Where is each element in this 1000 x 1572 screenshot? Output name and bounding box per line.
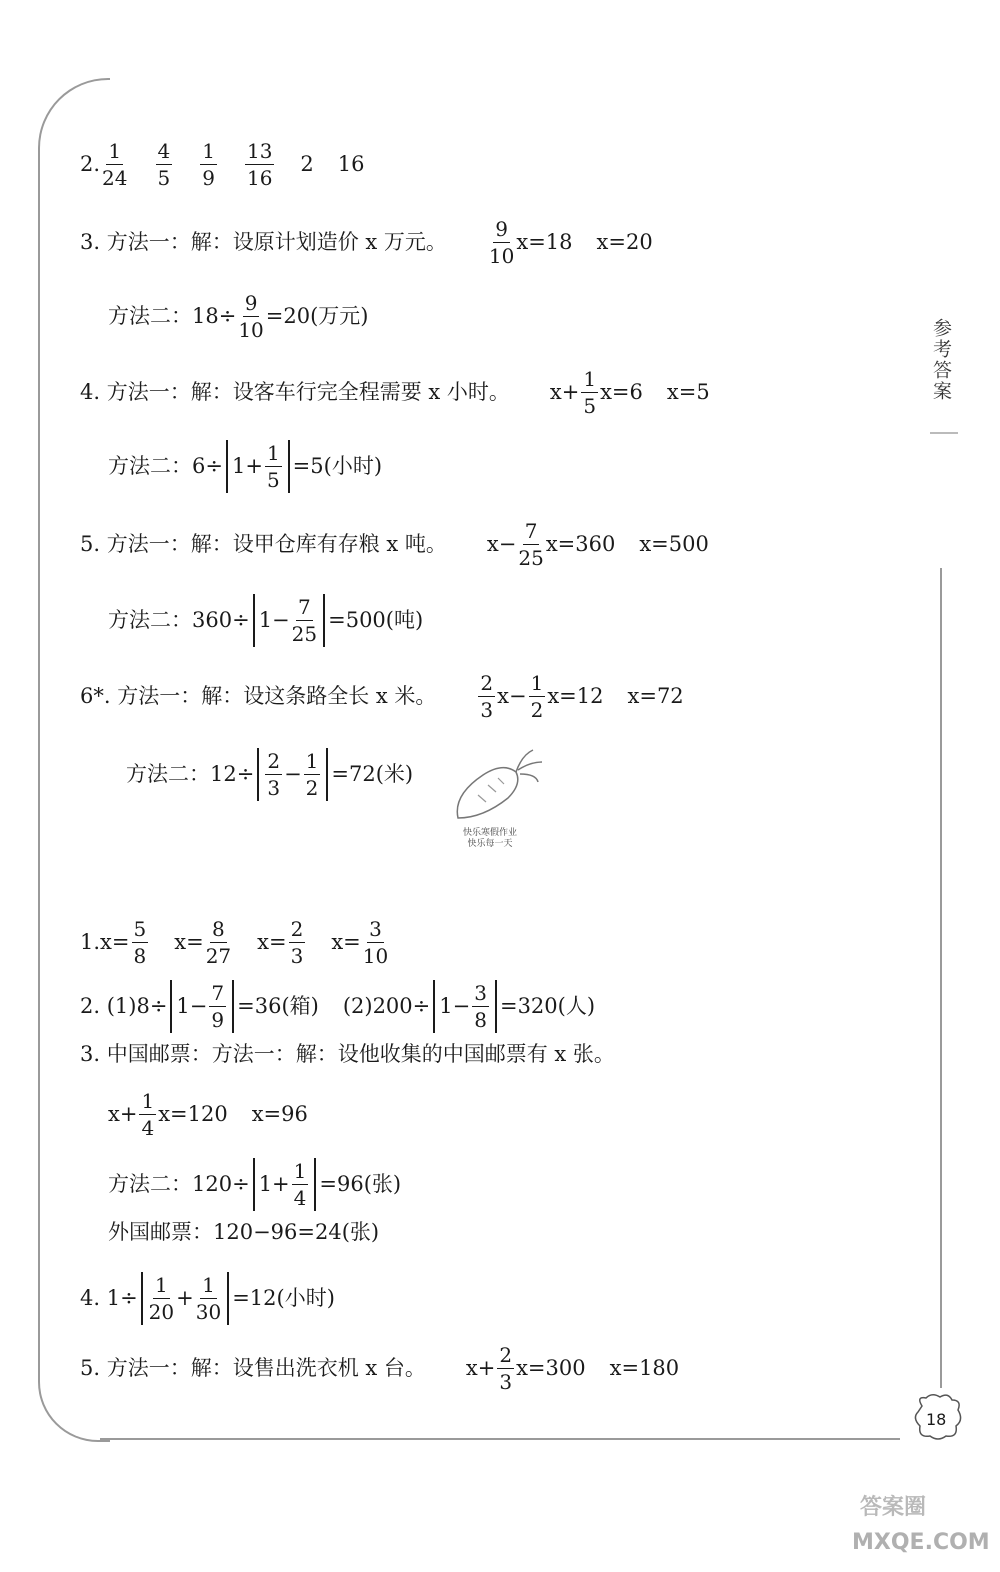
answer-3-method-2	[108, 292, 368, 341]
answer-text: =20(万元)	[265, 304, 369, 328]
answer-1: 1. x= $\frac{5}{8}$ x= $\frac{8}{27}$ x= $\frac{2}{3}$ x= $\frac{3}{10}$	[80, 917, 389, 968]
bracket-expression: 1− $\frac{7}{25}$	[253, 594, 325, 647]
answer-value: 2	[300, 152, 314, 176]
equation: x=120	[158, 1102, 228, 1126]
carrot-illustration	[438, 740, 548, 825]
answer-value: 16	[337, 152, 365, 176]
section-logo: 快乐寒假作业 快乐每一天	[462, 828, 517, 849]
answer-text: 方法二：18÷	[108, 304, 237, 328]
solution: x=20	[596, 230, 653, 254]
answer-4-method-1	[80, 368, 710, 417]
fraction: $\frac{5}{8}$	[133, 917, 147, 968]
page-frame-left	[38, 150, 40, 1380]
answer-text: =320(人)	[499, 994, 596, 1018]
answer-text: =5(小时)	[292, 454, 383, 478]
fraction: $\frac{9}{10}$	[488, 217, 515, 268]
watermark-logo: 答案圈	[860, 1495, 927, 1520]
answer-text: =36(箱)	[237, 994, 319, 1018]
equation: x=6	[600, 380, 643, 404]
equation: x=18	[516, 230, 573, 254]
answer-text: 2. (1)8÷	[80, 994, 168, 1018]
answer-text: 5. 方法一：解：设甲仓库有存粮 x 吨。	[80, 532, 447, 556]
solution: x=180	[609, 1356, 680, 1380]
bracket-expression: $\frac{2}{3}$ − $\frac{1}{2}$	[257, 748, 328, 801]
answer-text: 方法二：120÷	[108, 1172, 250, 1196]
solution: x=96	[251, 1102, 308, 1126]
answer-3-b-method-1	[80, 1044, 615, 1065]
answer-3-b-method-2	[108, 1158, 401, 1211]
solution: x=5	[666, 380, 710, 404]
bracket-expression: 1+ $\frac{1}{4}$	[253, 1158, 317, 1211]
bracket-expression: 1− $\frac{7}{9}$	[170, 980, 234, 1033]
answer-4-b	[80, 1272, 335, 1325]
answer-6-method-1	[80, 672, 684, 721]
answer-text: (2)200÷	[342, 994, 431, 1018]
side-tick-mark	[930, 432, 958, 434]
solution: x=72	[627, 684, 684, 708]
page-frame-bottom	[100, 1438, 900, 1440]
answer-5-method-1	[80, 520, 709, 569]
answer-text: 5. 方法一：解：设售出洗衣机 x 台。	[80, 1356, 426, 1380]
question-number: 2.	[80, 152, 101, 176]
answer-6-method-2	[126, 748, 413, 801]
fraction: $\frac{1}{24}$	[102, 139, 128, 190]
fraction: $\frac{9}{10}$	[238, 291, 264, 342]
answer-text: 方法二：360÷	[108, 608, 250, 632]
answer-3-b-equation	[108, 1090, 308, 1139]
bracket-expression: 1− $\frac{3}{8}$	[433, 980, 497, 1033]
fraction: $\frac{2}{3}$	[499, 1343, 513, 1394]
side-section-label: 参考答案	[930, 318, 952, 402]
page-frame-right	[940, 568, 942, 1388]
fraction: $\frac{8}{27}$	[205, 917, 232, 968]
answer-text: 6*. 方法一：解：设这条路全长 x 米。	[80, 684, 437, 708]
answer-text: =96(张)	[319, 1172, 402, 1196]
watermark-url: MXQE.COM	[852, 1530, 990, 1555]
equation: x−	[497, 684, 527, 708]
equation: x+	[549, 380, 580, 404]
fraction: $\frac{1}{5}$	[583, 367, 597, 418]
equation: x=300	[516, 1356, 586, 1380]
fraction: $\frac{2}{3}$	[480, 671, 494, 722]
equation: x+	[108, 1102, 138, 1126]
fraction: $\frac{1}{9}$	[202, 139, 215, 190]
fraction: $\frac{3}{10}$	[362, 917, 389, 968]
fraction: $\frac{4}{5}$	[157, 139, 171, 190]
equation: x+	[465, 1356, 496, 1380]
solution: x=500	[639, 532, 709, 556]
answer-text: 3. 中国邮票：方法一：解：设他收集的中国邮票有 x 张。	[80, 1042, 615, 1066]
answer-5-b-method-1	[80, 1344, 679, 1393]
answer-5-method-2	[108, 594, 423, 647]
answer-text: =72(米)	[331, 762, 414, 786]
answer-2	[80, 140, 365, 189]
question-number: 1.	[80, 930, 101, 954]
answer-text: 方法二：6÷	[108, 454, 223, 478]
answer-2-b	[80, 980, 595, 1033]
answer-text: =12(小时)	[232, 1286, 335, 1310]
answer-text: 方法二：12÷	[126, 762, 255, 786]
answer-text: 4. 方法一：解：设客车行完全程需要 x 小时。	[80, 380, 510, 404]
answer-text: 外国邮票：120−96=24(张)	[108, 1220, 380, 1244]
fraction: $\frac{13}{16}$	[246, 139, 273, 190]
fraction: $\frac{1}{2}$	[530, 671, 544, 722]
equation: x−	[486, 532, 517, 556]
answer-text: =500(吨)	[328, 608, 424, 632]
bracket-expression: 1+ $\frac{1}{5}$	[226, 440, 290, 493]
fraction: $\frac{1}{4}$	[141, 1089, 155, 1140]
answer-3-b-foreign	[108, 1222, 379, 1243]
answer-text: 3. 方法一：解：设原计划造价 x 万元。	[80, 230, 447, 254]
answer-4-method-2	[108, 440, 382, 493]
fraction: $\frac{7}{25}$	[518, 519, 544, 570]
answer-3-method-1	[80, 218, 653, 267]
answer-text: 4. 1÷	[80, 1286, 138, 1310]
page-number: 18	[926, 1410, 947, 1429]
equation: x=360	[545, 532, 616, 556]
bracket-expression: $\frac{1}{20}$ + $\frac{1}{30}$	[141, 1272, 230, 1325]
equation: x=12	[547, 684, 604, 708]
fraction: $\frac{2}{3}$	[290, 917, 304, 968]
